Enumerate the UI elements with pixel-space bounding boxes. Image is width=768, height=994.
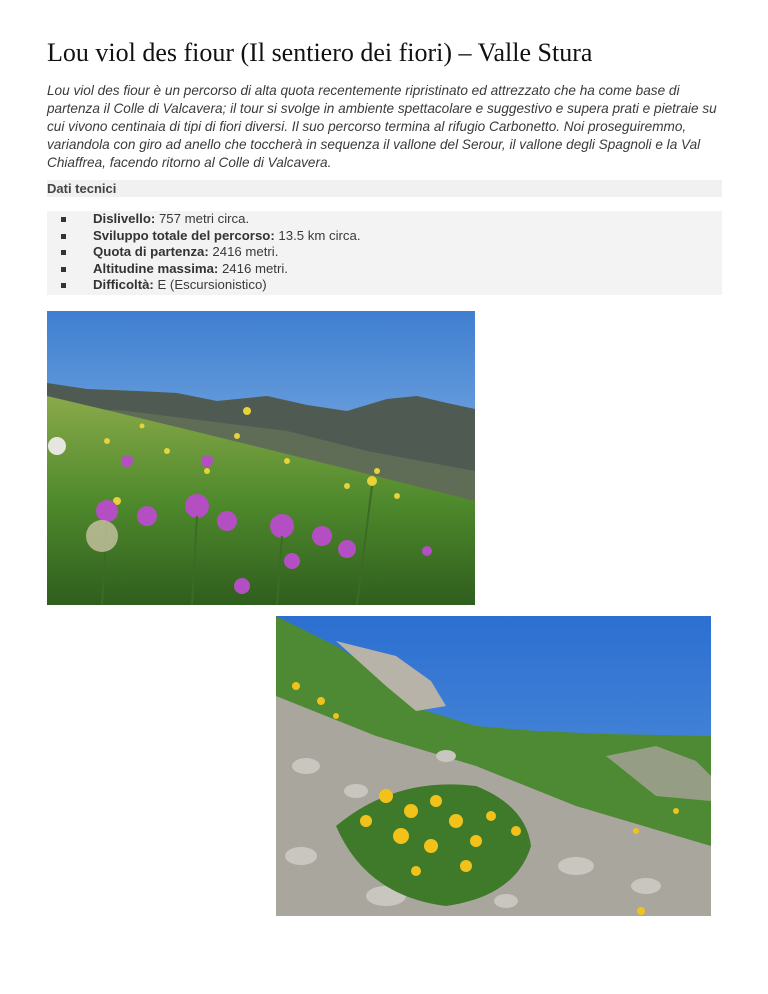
intro-paragraph: Lou viol des fiour è un percorso di alta quota recentemente ripristinato ed attrezzato che ha come base di partenza il Colle di Valcavera; il tour si svolge in ambiente spettacolare e suggestivo e supera prati e pietraie su cui vivono centinaia di tipi di fiori diversi. Il suo percorso termina al rifugio Carbonetto. Noi proseguiremmo, variandola con giro ad anello che toccherà in sequenza il vallone del Serour, il vallone degli Spagnoli e la Val Chiaffrea, facendo ritorno al Colle di Valcavera. (47, 83, 717, 170)
bullet-icon (61, 283, 66, 288)
spec-value: 757 metri circa. (155, 211, 250, 226)
spec-value: 13.5 km circa. (274, 227, 361, 243)
meadow-flowers-image (47, 311, 475, 605)
bullet-icon (61, 250, 66, 255)
spec-label: Difficoltà: (93, 277, 154, 292)
spec-item-sviluppo (47, 228, 722, 245)
spec-item-dislivello (47, 211, 722, 228)
bullet-icon (61, 267, 66, 272)
technical-data-list (47, 211, 722, 295)
spec-label: Sviluppo totale del percorso: (93, 227, 275, 243)
spec-value: 2416 metri. (218, 260, 288, 276)
spec-label: Quota di partenza: (93, 244, 209, 259)
spec-item-quota-partenza (47, 244, 722, 261)
spec-item-difficolta (47, 277, 722, 294)
page-title: Lou viol des fiour (Il sentiero dei fiori) – Valle Stura (47, 38, 593, 67)
yellow-flowers-rocky-slope-photo (276, 616, 711, 916)
bullet-icon (61, 217, 66, 222)
spec-label: Altitudine massima: (93, 260, 219, 276)
spec-item-altitudine (47, 261, 722, 278)
meadow-flowers-photo (47, 311, 475, 605)
spec-label: Dislivello: (93, 211, 156, 226)
bullet-icon (61, 234, 66, 239)
spec-value: E (Escursionistico) (153, 277, 267, 292)
spec-value: 2416 metri. (208, 244, 279, 259)
yellow-flowers-image (276, 616, 711, 916)
section-heading-dati-tecnici: Dati tecnici (47, 180, 722, 197)
